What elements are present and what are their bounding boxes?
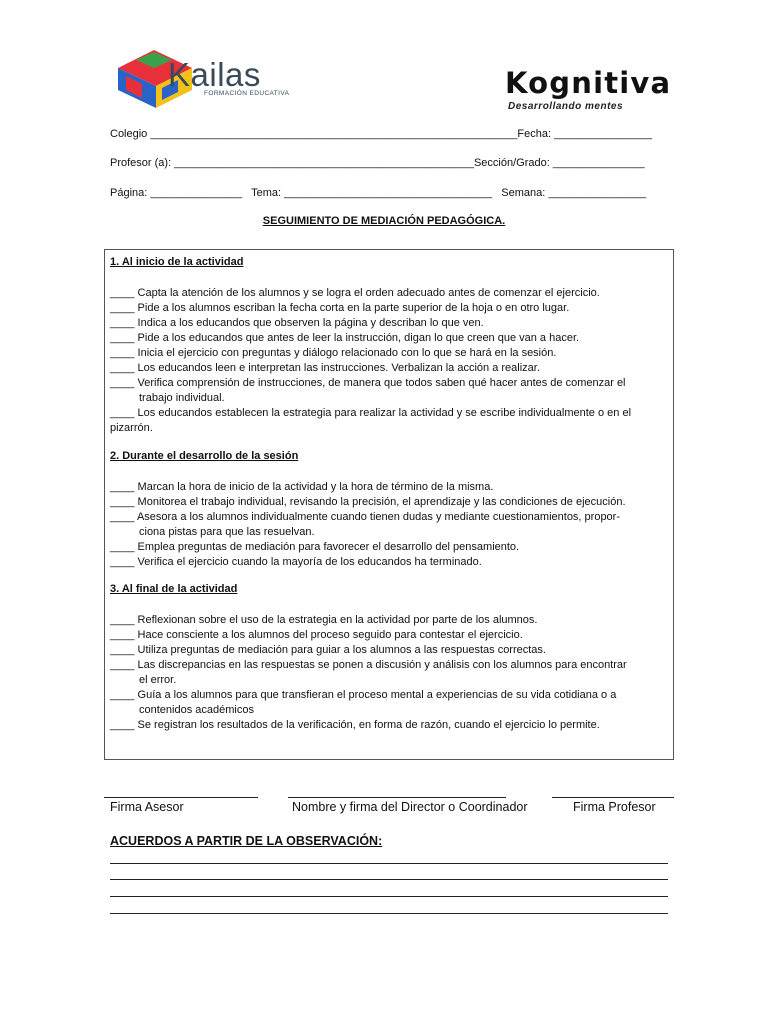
kognitiva-wordmark: Kognitiva xyxy=(505,66,672,100)
signature-line-director xyxy=(288,797,506,798)
checklist-item xyxy=(110,643,666,658)
checklist-item-text: contenidos académicos xyxy=(139,704,254,716)
checklist-item-text: Indica a los educandos que observen la página y describan lo que ven. xyxy=(137,317,484,329)
checklist-blank[interactable]: ____ xyxy=(110,496,135,508)
checklist-item xyxy=(110,628,666,643)
signature-label-director: Nombre y firma del Director o Coordinador xyxy=(292,800,528,814)
checklist-blank[interactable]: ____ xyxy=(110,511,135,523)
checklist-item xyxy=(110,301,666,316)
checklist-item-text: pizarrón. xyxy=(110,422,153,434)
acuerdos-line[interactable] xyxy=(110,913,668,914)
checklist-item-text: ciona pistas para que las resuelvan. xyxy=(139,526,315,538)
checklist-blank[interactable]: ____ xyxy=(110,377,135,389)
checklist-item-text: Pide a los educandos que antes de leer la instrucción, digan lo que creen que van a hacer. xyxy=(137,332,580,344)
checklist-item-text: Reflexionan sobre el uso de la estrategia en la actividad por parte de los alumnos. xyxy=(137,614,538,626)
checklist-blank[interactable]: ____ xyxy=(110,481,135,493)
checklist-blank[interactable]: ____ xyxy=(110,614,135,626)
checklist-blank[interactable]: ____ xyxy=(110,287,135,299)
checklist-blank[interactable]: ____ xyxy=(110,407,135,419)
checklist-item-text: Inicia el ejercicio con preguntas y diálogo relacionado con lo que se hará en la sesión. xyxy=(137,347,557,359)
checklist-item xyxy=(110,555,666,570)
checklist-item xyxy=(110,406,666,436)
checklist-item-text: Guía a los alumnos para que transfieran el proceso mental a experiencias de su vida cotidiana o a xyxy=(137,689,617,701)
checklist-blank[interactable]: ____ xyxy=(110,689,135,701)
checklist-item xyxy=(110,316,666,331)
checklist-item-text: Las discrepancias en las respuestas se ponen a discusión y análisis con los alumnos para encontrar xyxy=(137,659,627,671)
acuerdos-line[interactable] xyxy=(110,879,668,880)
page-title: SEGUIMIENTO DE MEDIACIÓN PEDAGÓGICA. xyxy=(262,215,506,227)
checklist-item-text: Pide a los alumnos escriban la fecha corta en la parte superior de la hoja o en otro lugar. xyxy=(137,302,570,314)
checklist-item xyxy=(110,510,666,540)
signature-line-asesor xyxy=(104,797,258,798)
signature-label-asesor: Firma Asesor xyxy=(110,800,184,814)
acuerdos-line[interactable] xyxy=(110,896,668,897)
checklist-item-text: Capta la atención de los alumnos y se logra el orden adecuado antes de comenzar el ejercicio. xyxy=(137,287,600,299)
checklist-blank[interactable]: ____ xyxy=(110,541,135,553)
checklist-item-text: trabajo individual. xyxy=(139,392,225,404)
checklist-item xyxy=(110,613,666,628)
checklist-item-text: Los educandos leen e interpretan las instrucciones. Verbalizan la acción a realizar. xyxy=(137,362,540,374)
checklist-item xyxy=(110,688,666,718)
checklist-item xyxy=(110,331,666,346)
checklist-item-text: Utiliza preguntas de mediación para guiar a los alumnos a las respuestas correctas. xyxy=(137,644,546,656)
checklist-item-text: Se registran los resultados de la verificación, en forma de razón, cuando el ejercicio lo permite. xyxy=(137,719,600,731)
checklist-blank[interactable]: ____ xyxy=(110,302,135,314)
checklist-item-text: Asesora a los alumnos individualmente cuando tienen dudas y mediante cuestionamientos, propor- xyxy=(136,511,621,523)
checklist-item-text: Verifica comprensión de instrucciones, de manera que todos saben qué hacer antes de comenzar el xyxy=(137,377,626,389)
checklist-blank[interactable]: ____ xyxy=(110,644,135,656)
checklist-item-text: Emplea preguntas de mediación para favorecer el desarrollo del pensamiento. xyxy=(137,541,520,553)
checklist-item xyxy=(110,376,666,406)
checklist-blank[interactable]: ____ xyxy=(110,659,135,671)
section-title: 3. Al final de la actividad xyxy=(110,583,238,595)
checklist-item xyxy=(110,286,666,301)
field-profesor-seccion[interactable]: Profesor (a): _________________________________________________Sección/Grado: _______________ xyxy=(110,157,645,169)
field-colegio-fecha[interactable]: Colegio ____________________________________________________________Fecha: ________________ xyxy=(110,128,652,140)
section-title: 1. Al inicio de la actividad xyxy=(110,256,244,268)
checklist-blank[interactable]: ____ xyxy=(110,332,135,344)
acuerdos-line[interactable] xyxy=(110,863,668,864)
kailas-tagline: FORMACIÓN EDUCATIVA xyxy=(204,90,290,97)
checklist-item-text: Los educandos establecen la estrategia para realizar la actividad y se escribe individualmente o en el xyxy=(137,407,632,419)
checklist-blank[interactable]: ____ xyxy=(110,629,135,641)
checklist-blank[interactable]: ____ xyxy=(110,347,135,359)
checklist-item xyxy=(110,346,666,361)
kognitiva-tagline: Desarrollando mentes xyxy=(508,101,624,112)
checklist-item xyxy=(110,361,666,376)
checklist-item-text: Verifica el ejercicio cuando la mayoría de los educandos ha terminado. xyxy=(137,556,482,568)
checklist-item-text: Hace consciente a los alumnos del proceso seguido para contestar el ejercicio. xyxy=(137,629,523,641)
checklist-item-text: Monitorea el trabajo individual, revisando la precisión, el aprendizaje y las condiciones de ejecución. xyxy=(137,496,626,508)
acuerdos-title: ACUERDOS A PARTIR DE LA OBSERVACIÓN: xyxy=(110,834,383,848)
section-title: 2. Durante el desarrollo de la sesión xyxy=(110,450,299,462)
checklist-blank[interactable]: ____ xyxy=(110,362,135,374)
checklist-item-text: el error. xyxy=(139,674,177,686)
field-pagina-tema-semana[interactable]: Página: _______________ Tema: __________________________________ Semana: ________________ xyxy=(110,187,647,199)
checklist-item xyxy=(110,480,666,495)
checklist-item xyxy=(110,718,666,733)
checklist-item-text: Marcan la hora de inicio de la actividad y la hora de término de la misma. xyxy=(137,481,494,493)
checklist-blank[interactable]: ____ xyxy=(110,556,135,568)
checklist-blank[interactable]: ____ xyxy=(110,317,135,329)
checklist-blank[interactable]: ____ xyxy=(110,719,135,731)
kailas-wordmark: Kailas xyxy=(168,56,261,93)
signature-line-profesor xyxy=(552,797,674,798)
signature-label-profesor: Firma Profesor xyxy=(573,800,656,814)
checklist-item xyxy=(110,495,666,510)
checklist-item xyxy=(110,658,666,688)
checklist-item xyxy=(110,540,666,555)
